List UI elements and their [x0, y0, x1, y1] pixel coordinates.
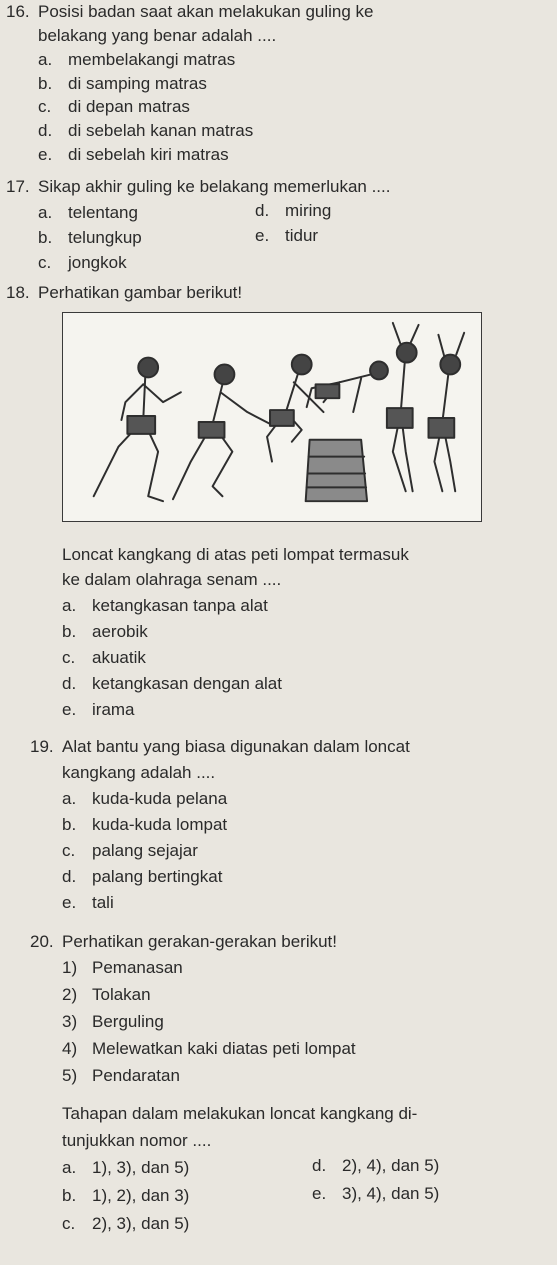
q17-option-a: a. telentang — [38, 203, 138, 222]
q16-option-a: a. membelakangi matras — [38, 50, 236, 69]
q17-option-e: e. tidur — [255, 226, 319, 245]
q17-option-b: b. telungkup — [38, 228, 142, 247]
q20-step-5: 5) Pendaratan — [62, 1066, 180, 1085]
q17-number: 17. — [6, 177, 30, 196]
q16-stem-line-1: 16. Posisi badan saat akan melakukan guling ke — [6, 2, 374, 21]
vaulting-figure-drawing — [63, 313, 481, 521]
q19-stem-line-1: 19. Alat bantu yang biasa digunakan dalam loncat — [30, 737, 410, 756]
q16-option-b: b. di samping matras — [38, 74, 207, 93]
q17-option-d: d. miring — [255, 201, 332, 220]
gymnast-landing-icon — [387, 323, 419, 491]
q20-option-b: b. 1), 2), dan 3) — [62, 1186, 190, 1205]
q19-option-b: b. kuda-kuda lompat — [62, 815, 228, 834]
q17-option-c: c. jongkok — [38, 253, 127, 272]
q16-option-c: c. di depan matras — [38, 97, 190, 116]
q19-option-e: e. tali — [62, 893, 114, 912]
q18-option-c: c. akuatik — [62, 648, 146, 667]
q18-number: 18. — [6, 283, 30, 302]
gymnast-vault-icon — [307, 362, 388, 413]
q20-step-3: 3) Berguling — [62, 1012, 164, 1031]
q19-number: 19. — [30, 737, 54, 756]
q19-option-d: d. palang bertingkat — [62, 867, 223, 886]
q20-option-a: a. 1), 3), dan 5) — [62, 1158, 190, 1177]
q20-number: 20. — [30, 932, 54, 951]
q17-stem-line-1: 17. Sikap akhir guling ke belakang memerlukan .... — [6, 177, 391, 196]
q18-option-b: b. aerobik — [62, 622, 148, 641]
q19-stem-line-2: kangkang adalah .... — [62, 763, 216, 782]
q19-option-a: a. kuda-kuda pelana — [62, 789, 228, 808]
gymnast-finish-icon — [428, 333, 464, 491]
q20-option-d: d. 2), 4), dan 5) — [312, 1156, 440, 1175]
q18-option-e: e. irama — [62, 700, 135, 719]
q16-option-d: d. di sebelah kanan matras — [38, 121, 254, 140]
q20-step-1: 1) Pemanasan — [62, 958, 183, 977]
q16-stem-line-2: belakang yang benar adalah .... — [38, 26, 277, 45]
q20-step-2: 2) Tolakan — [62, 985, 151, 1004]
q18-option-a: a. ketangkasan tanpa alat — [62, 596, 268, 615]
vaulting-illustration — [62, 312, 482, 522]
q20-after-line-2: tunjukkan nomor .... — [62, 1131, 212, 1150]
q19-option-c: c. palang sejajar — [62, 841, 198, 860]
q18-option-d: d. ketangkasan dengan alat — [62, 674, 282, 693]
q20-option-c: c. 2), 3), dan 5) — [62, 1214, 190, 1233]
q18-stem-line-1: 18. Perhatikan gambar berikut! — [6, 283, 243, 302]
vaulting-box-icon — [306, 440, 367, 501]
q18-after-line-1: Loncat kangkang di atas peti lompat termasuk — [62, 545, 409, 564]
q20-after-line-1: Tahapan dalam melakukan loncat kangkang di- — [62, 1104, 418, 1123]
gymnast-run-icon — [94, 358, 181, 502]
q20-step-4: 4) Melewatkan kaki diatas peti lompat — [62, 1039, 356, 1058]
q20-option-e: e. 3), 4), dan 5) — [312, 1184, 440, 1203]
q16-option-e: e. di sebelah kiri matras — [38, 145, 229, 164]
q20-stem-line-1: 20. Perhatikan gerakan-gerakan berikut! — [30, 932, 337, 951]
gymnast-approach-icon — [173, 365, 270, 500]
q18-after-line-2: ke dalam olahraga senam .... — [62, 570, 282, 589]
q16-number: 16. — [6, 2, 30, 21]
